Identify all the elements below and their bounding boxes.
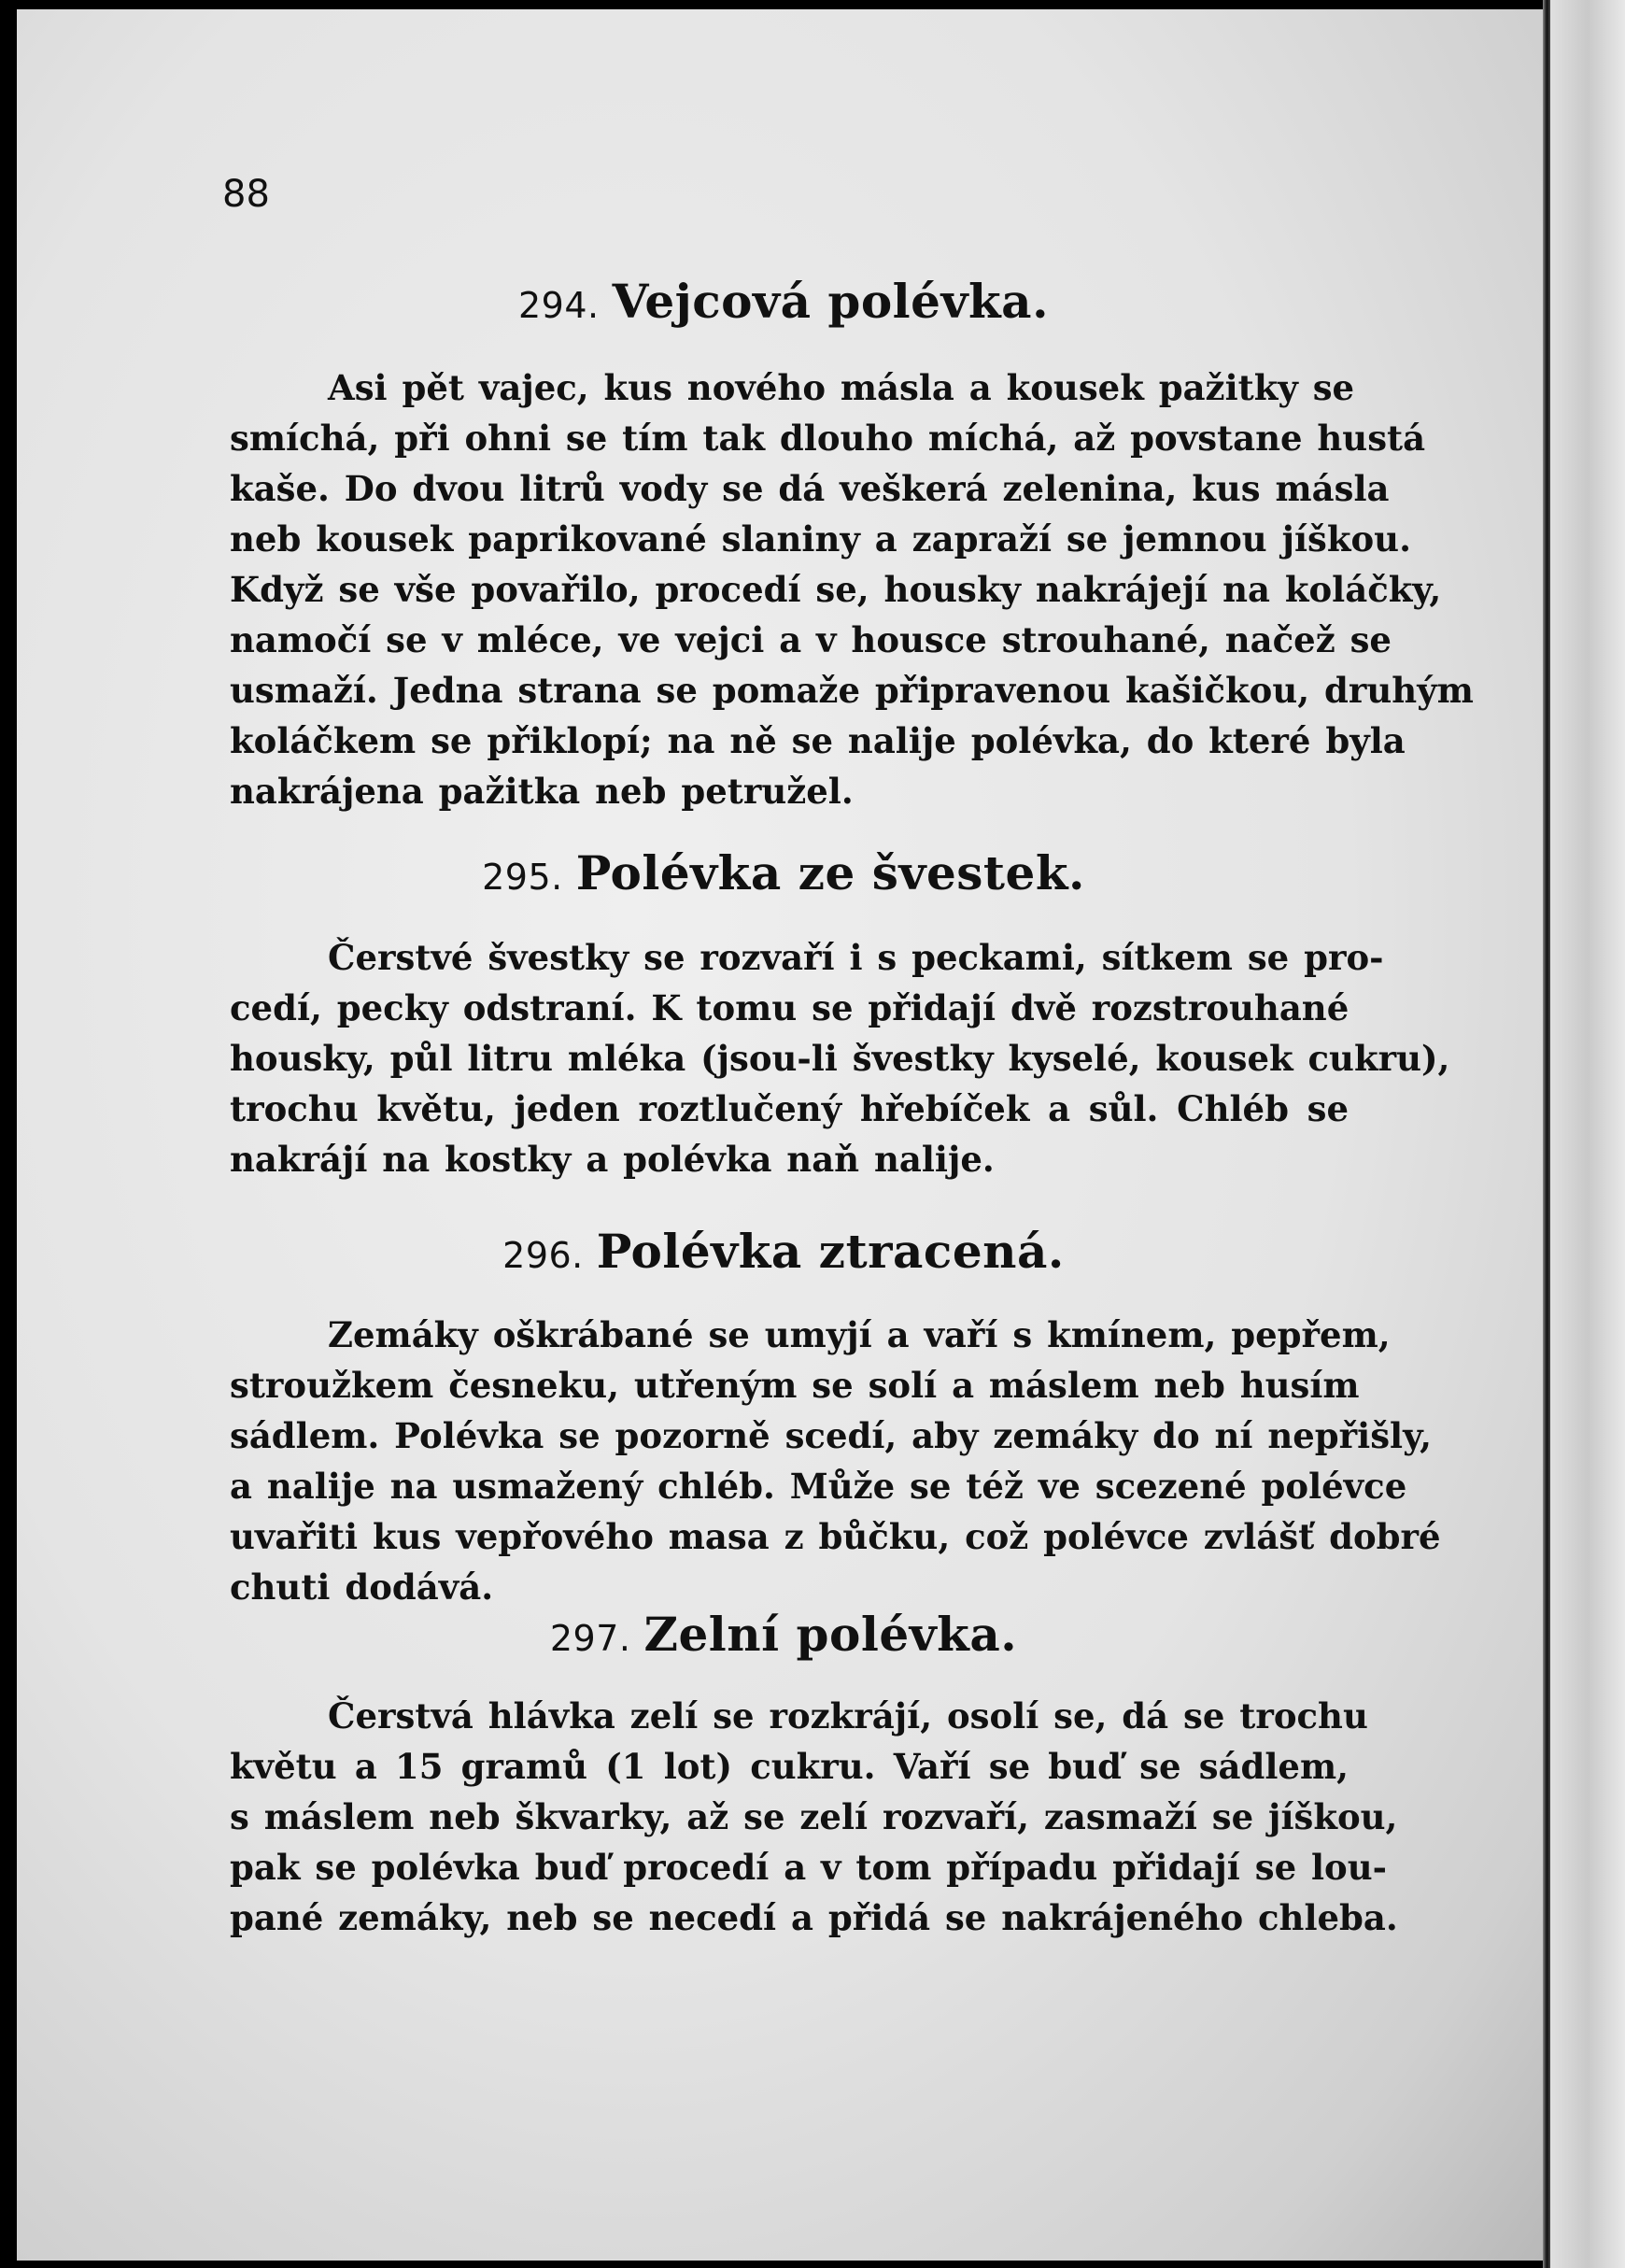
text-line: pané zemáky, neb se necedí a přidá se nakrájeného chleba. bbox=[230, 1897, 1398, 1938]
section-paragraph bbox=[230, 932, 1450, 1184]
text-line: neb kousek paprikované slaniny a zapraží se jemnou jíškou. bbox=[230, 518, 1411, 560]
section-title: Zelní polévka. bbox=[643, 1607, 1018, 1662]
section-title: Polévka ze švestek. bbox=[575, 845, 1085, 900]
section-heading bbox=[17, 1607, 1550, 1662]
section-paragraph bbox=[230, 362, 1474, 816]
section-title: Vejcová polévka. bbox=[612, 274, 1049, 329]
text-line: housky, půl litru mléka (jsou-li švestky kyselé, kousek cukru), bbox=[230, 1038, 1450, 1079]
section-heading bbox=[17, 274, 1550, 329]
section-paragraph bbox=[230, 1310, 1441, 1612]
section-paragraph bbox=[230, 1691, 1398, 1943]
text-line: kaše. Do dvou litrů vody se dá veškerá zelenina, kus másla bbox=[230, 468, 1390, 509]
text-line: koláčkem se přiklopí; na ně se nalije polévka, do které byla bbox=[230, 720, 1406, 761]
text-line: Čerstvá hlávka zelí se rozkrájí, osolí se, dá se trochu bbox=[328, 1695, 1368, 1736]
book-page bbox=[17, 9, 1550, 2261]
text-line: stroužkem česneku, utřeným se solí a máslem neb husím bbox=[230, 1365, 1360, 1406]
text-line: chuti dodává. bbox=[230, 1566, 494, 1608]
text-line: smíchá, při ohni se tím tak dlouho míchá, až povstane hustá bbox=[230, 418, 1426, 459]
section-number: 296. bbox=[502, 1235, 584, 1276]
section-title: Polévka ztracená. bbox=[596, 1224, 1065, 1279]
section-heading bbox=[17, 845, 1550, 900]
text-line: nakrájí na kostky a polévka naň nalije. bbox=[230, 1139, 995, 1180]
text-line: nakrájena pažitka neb petružel. bbox=[230, 771, 854, 812]
text-line: Čerstvé švestky se rozvaří i s peckami, sítkem se pro- bbox=[328, 937, 1384, 978]
text-line: cedí, pecky odstraní. K tomu se přidají dvě rozstrouhané bbox=[230, 987, 1349, 1028]
section-number: 297. bbox=[549, 1618, 631, 1659]
text-line: trochu květu, jeden roztlučený hřebíček a sůl. Chléb se bbox=[230, 1088, 1349, 1129]
text-line: Asi pět vajec, kus nového másla a kousek pažitky se bbox=[328, 367, 1355, 408]
section-number: 294. bbox=[518, 285, 600, 326]
text-line: Když se vše povařilo, procedí se, housky nakrájejí na koláčky, bbox=[230, 569, 1442, 610]
section-number: 295. bbox=[482, 857, 563, 898]
text-line: a nalije na usmažený chléb. Může se též ve scezené polévce bbox=[230, 1466, 1407, 1507]
book-spine bbox=[1543, 0, 1550, 2268]
page-number: 88 bbox=[222, 173, 270, 216]
text-line: uvařiti kus vepřového masa z bůčku, což polévce zvlášť dobré bbox=[230, 1516, 1441, 1557]
text-line: usmaží. Jedna strana se pomaže připravenou kašičkou, druhým bbox=[230, 670, 1474, 711]
text-line: sádlem. Polévka se pozorně scedí, aby zemáky do ní nepřišly, bbox=[230, 1415, 1432, 1456]
section-heading bbox=[17, 1224, 1550, 1279]
facing-page-edge bbox=[1550, 0, 1625, 2268]
text-line: pak se polévka buď procedí a v tom případu přidají se lou- bbox=[230, 1847, 1387, 1888]
text-line: s máslem neb škvarky, až se zelí rozvaří, zasmaží se jíškou, bbox=[230, 1796, 1398, 1837]
text-line: Zemáky oškrábané se umyjí a vaří s kmínem, pepřem, bbox=[328, 1314, 1391, 1355]
text-line: květu a 15 gramů (1 lot) cukru. Vaří se buď se sádlem, bbox=[230, 1746, 1349, 1787]
text-line: namočí se v mléce, ve vejci a v housce strouhané, načež se bbox=[230, 619, 1392, 660]
